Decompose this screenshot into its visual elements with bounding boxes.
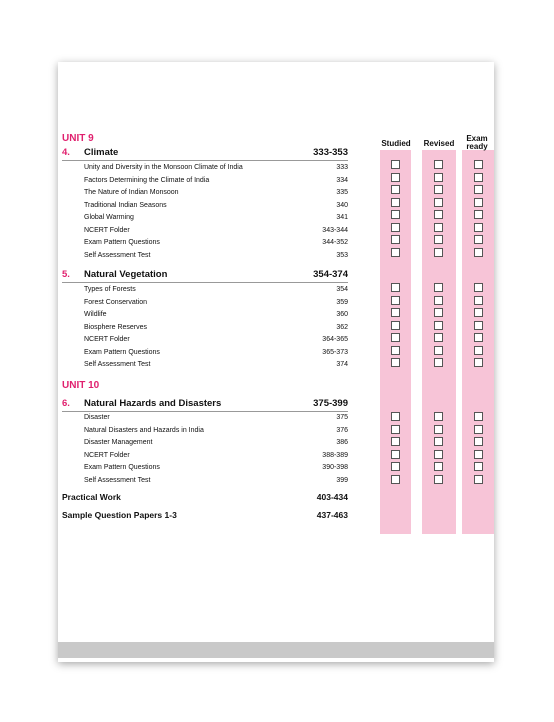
revised-checkbox[interactable]: [434, 450, 443, 459]
item-pages: 354: [336, 286, 348, 293]
chapter-pages: 375-399: [313, 398, 348, 409]
exam-ready-checkbox[interactable]: [474, 308, 483, 317]
item-pages: 375: [336, 414, 348, 421]
toc-item[interactable]: [84, 322, 348, 334]
studied-checkbox[interactable]: [391, 333, 400, 342]
item-title: NCERT Folder: [84, 336, 130, 343]
item-title: Exam Pattern Questions: [84, 464, 160, 471]
revised-checkbox[interactable]: [434, 346, 443, 355]
revised-checkbox[interactable]: [434, 358, 443, 367]
exam-ready-checkbox[interactable]: [474, 333, 483, 342]
item-title: Global Warming: [84, 214, 134, 221]
exam-ready-checkbox[interactable]: [474, 450, 483, 459]
exam-ready-checkbox[interactable]: [474, 210, 483, 219]
revised-checkbox[interactable]: [434, 185, 443, 194]
toc-item[interactable]: [84, 475, 348, 487]
item-pages: 362: [336, 323, 348, 331]
exam-ready-checkbox[interactable]: [474, 346, 483, 355]
toc-item[interactable]: [84, 212, 348, 224]
studied-checkbox[interactable]: [391, 321, 400, 330]
studied-checkbox[interactable]: [391, 412, 400, 421]
revised-checkbox[interactable]: [434, 248, 443, 257]
exam-ready-checkbox[interactable]: [474, 223, 483, 232]
studied-checkbox[interactable]: [391, 346, 400, 355]
revised-checkbox[interactable]: [434, 425, 443, 434]
exam-ready-checkbox[interactable]: [474, 425, 483, 434]
chapter-row[interactable]: [62, 398, 348, 412]
revised-checkbox[interactable]: [434, 160, 443, 169]
exam-ready-checkbox[interactable]: [474, 462, 483, 471]
chapter-row[interactable]: [62, 147, 348, 161]
sample-papers-row[interactable]: [62, 508, 348, 522]
exam-ready-checkbox[interactable]: [474, 160, 483, 169]
item-title: Disaster Management: [84, 439, 153, 446]
toc-item[interactable]: [84, 347, 348, 359]
toc-page: [58, 62, 494, 662]
revised-checkbox[interactable]: [434, 437, 443, 446]
toc-item[interactable]: [84, 187, 348, 199]
toc-item[interactable]: [84, 334, 348, 346]
exam-ready-checkbox[interactable]: [474, 321, 483, 330]
unit-heading: UNIT 9: [62, 133, 94, 144]
item-pages: 340: [336, 201, 348, 209]
chapter-number: 4.: [62, 147, 70, 158]
item-pages: 390-398: [322, 464, 348, 471]
toc-item[interactable]: [84, 425, 348, 437]
studied-header: Studied: [381, 139, 411, 148]
toc-item[interactable]: [84, 237, 348, 249]
toc-item[interactable]: [84, 200, 348, 212]
item-pages: 365-373: [322, 348, 348, 356]
item-pages: 343-344: [322, 226, 348, 234]
exam-ready-checkbox[interactable]: [474, 475, 483, 484]
chapter-number: 6.: [62, 398, 70, 409]
item-title: NCERT Folder: [84, 226, 130, 234]
item-pages: 333: [336, 164, 348, 171]
item-title: Traditional Indian Seasons: [84, 201, 167, 209]
chapter-title: Natural Hazards and Disasters: [84, 398, 222, 409]
exam-ready-checkbox[interactable]: [474, 173, 483, 182]
revised-checkbox[interactable]: [434, 173, 443, 182]
item-title: Exam Pattern Questions: [84, 348, 160, 356]
toc-item[interactable]: [84, 250, 348, 262]
item-pages: 359: [336, 298, 348, 306]
studied-checkbox[interactable]: [391, 223, 400, 232]
exam-ready-checkbox[interactable]: [474, 248, 483, 257]
revised-checkbox[interactable]: [434, 296, 443, 305]
studied-checkbox[interactable]: [391, 462, 400, 471]
item-pages: 344-352: [322, 239, 348, 246]
item-pages: 374: [336, 361, 348, 368]
exam-ready-checkbox[interactable]: [474, 412, 483, 421]
revised-checkbox[interactable]: [434, 321, 443, 330]
studied-checkbox[interactable]: [391, 198, 400, 207]
studied-checkbox[interactable]: [391, 475, 400, 484]
item-title: Disaster: [84, 414, 110, 421]
item-title: Types of Forests: [84, 286, 136, 293]
item-title: Self Assessment Test: [84, 476, 151, 484]
extra-title: Sample Question Papers 1-3: [62, 510, 177, 520]
toc-item[interactable]: [84, 309, 348, 321]
item-title: Self Assessment Test: [84, 361, 151, 368]
toc-item[interactable]: [84, 225, 348, 237]
toc-item[interactable]: [84, 297, 348, 309]
revised-header: Revised: [423, 139, 455, 148]
exam-ready-checkbox[interactable]: [474, 283, 483, 292]
toc-item[interactable]: [84, 359, 348, 371]
toc-item[interactable]: [84, 462, 348, 474]
studied-checkbox[interactable]: [391, 283, 400, 292]
studied-checkbox[interactable]: [391, 248, 400, 257]
toc-item[interactable]: [84, 284, 348, 296]
item-title: Forest Conservation: [84, 298, 148, 306]
item-pages: 376: [336, 426, 348, 434]
item-pages: 364-365: [322, 336, 348, 343]
exam-ready-checkbox[interactable]: [474, 296, 483, 305]
chapter-number: 5.: [62, 269, 70, 280]
revised-checkbox[interactable]: [434, 210, 443, 219]
revised-checkbox[interactable]: [434, 223, 443, 232]
toc-item[interactable]: [84, 450, 348, 462]
revised-checkbox[interactable]: [434, 283, 443, 292]
item-pages: 386: [336, 439, 348, 446]
item-title: Self Assessment Test: [84, 251, 151, 259]
item-pages: 399: [336, 476, 348, 484]
chapter-pages: 354-374: [313, 269, 348, 280]
revised-checkbox[interactable]: [434, 462, 443, 471]
item-title: Unity and Diversity in the Monsoon Climate of India: [84, 164, 243, 171]
extra-pages: 403-434: [316, 492, 348, 502]
revised-checkbox[interactable]: [434, 308, 443, 317]
practical-work-row[interactable]: [62, 490, 348, 504]
item-pages: 335: [336, 189, 348, 196]
page-footer-bar: [58, 642, 494, 658]
item-title: Biosphere Reserves: [84, 323, 148, 331]
toc-item[interactable]: [84, 412, 348, 424]
toc-item[interactable]: [84, 162, 348, 174]
exam-ready-checkbox[interactable]: [474, 235, 483, 244]
exam-ready-checkbox[interactable]: [474, 185, 483, 194]
item-title: Exam Pattern Questions: [84, 239, 160, 246]
item-pages: 353: [336, 251, 348, 259]
studied-checkbox[interactable]: [391, 308, 400, 317]
exam-ready-checkbox[interactable]: [474, 198, 483, 207]
exam-ready-header: Exam ready: [466, 134, 488, 151]
studied-checkbox[interactable]: [391, 173, 400, 182]
studied-checkbox[interactable]: [391, 160, 400, 169]
studied-checkbox[interactable]: [391, 437, 400, 446]
revised-checkbox[interactable]: [434, 412, 443, 421]
toc-item[interactable]: [84, 175, 348, 187]
studied-checkbox[interactable]: [391, 296, 400, 305]
studied-checkbox[interactable]: [391, 185, 400, 194]
studied-checkbox[interactable]: [391, 358, 400, 367]
item-pages: 334: [336, 176, 348, 184]
chapter-title: Natural Vegetation: [84, 269, 168, 280]
chapter-title: Climate: [84, 147, 119, 158]
item-title: NCERT Folder: [84, 451, 130, 459]
studied-checkbox[interactable]: [391, 425, 400, 434]
toc-item[interactable]: [84, 437, 348, 449]
item-title: Factors Determining the Climate of India: [84, 176, 210, 184]
chapter-pages: 333-353: [313, 147, 348, 158]
extra-title: Practical Work: [62, 492, 121, 502]
studied-checkbox[interactable]: [391, 235, 400, 244]
revised-checkbox[interactable]: [434, 198, 443, 207]
chapter-row[interactable]: [62, 269, 348, 283]
item-pages: 360: [336, 311, 348, 318]
studied-checkbox[interactable]: [391, 450, 400, 459]
revised-checkbox[interactable]: [434, 475, 443, 484]
extra-pages: 437-463: [316, 510, 348, 520]
revised-checkbox[interactable]: [434, 235, 443, 244]
revised-checkbox[interactable]: [434, 333, 443, 342]
item-title: Natural Disasters and Hazards in India: [84, 426, 204, 434]
item-pages: 341: [336, 214, 348, 221]
item-title: Wildlife: [84, 311, 107, 318]
unit-heading: UNIT 10: [62, 380, 100, 391]
exam-ready-checkbox[interactable]: [474, 437, 483, 446]
item-pages: 388-389: [322, 451, 348, 459]
exam-ready-checkbox[interactable]: [474, 358, 483, 367]
studied-checkbox[interactable]: [391, 210, 400, 219]
item-title: The Nature of Indian Monsoon: [84, 189, 179, 196]
